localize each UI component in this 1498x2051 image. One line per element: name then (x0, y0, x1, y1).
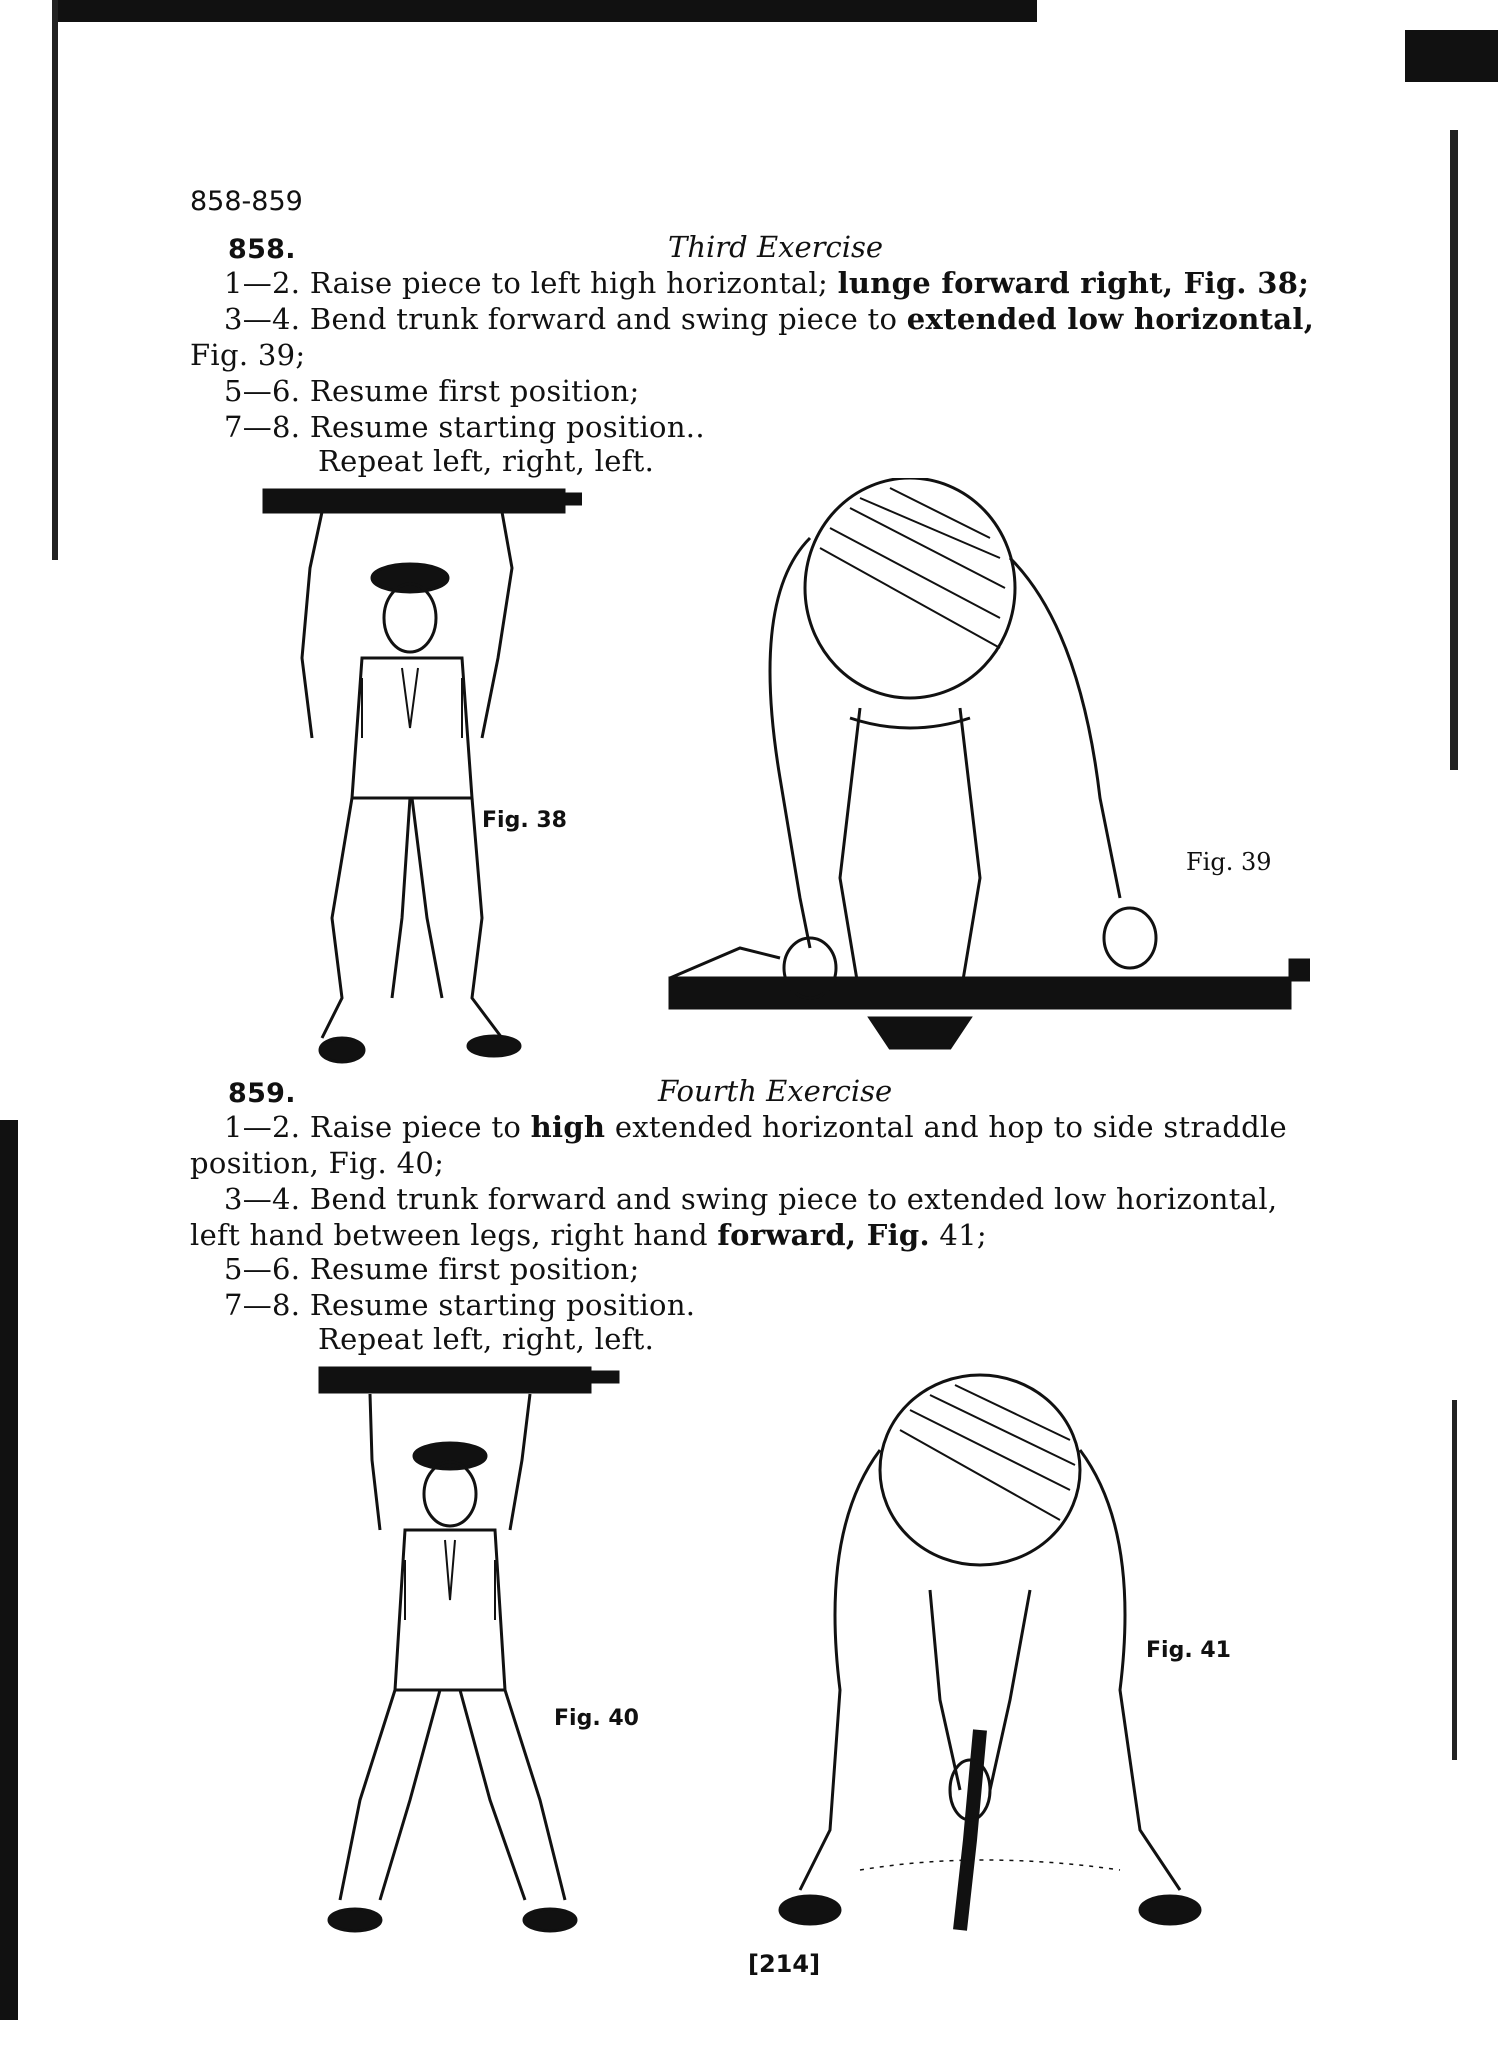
text-line: Fig. 39; (190, 338, 306, 372)
scan-border-left-bottom (0, 1120, 18, 2020)
section-title-859: Fourth Exercise (658, 1074, 893, 1108)
section-title-858: Third Exercise (668, 230, 884, 264)
scan-border-top (52, 0, 1037, 22)
figure-38-caption: Fig. 38 (482, 808, 567, 833)
text-line: left hand between legs, right hand forward, Fig. 41; (190, 1218, 987, 1252)
text-line: 5—6. Resume first position; (224, 374, 640, 408)
section-number-858: 858. (228, 234, 296, 265)
text-line: Repeat left, right, left. (318, 1322, 655, 1356)
section-number-859: 859. (228, 1078, 296, 1109)
text-line: 7—8. Resume starting position.. (224, 410, 705, 444)
figure-40-illustration (300, 1360, 630, 1940)
page-number-footer: [214] (748, 1950, 821, 1978)
text-line: 1—2. Raise piece to high extended horizontal and hop to side straddle (224, 1110, 1288, 1144)
text-line: Repeat left, right, left. (318, 444, 655, 478)
figure-39-caption: Fig. 39 (1186, 848, 1272, 876)
scan-right-tab (1405, 30, 1498, 82)
figure-39-illustration (660, 478, 1310, 1078)
text-line: 7—8. Resume starting position. (224, 1288, 696, 1322)
page-reference: 858-859 (190, 186, 303, 217)
figure-41-caption: Fig. 41 (1146, 1638, 1231, 1663)
text-line: 3—4. Bend trunk forward and swing piece to extended low horizontal, (224, 1182, 1278, 1216)
figure-40-caption: Fig. 40 (554, 1706, 639, 1731)
figure-38-illustration (262, 478, 582, 1078)
text-line: 1—2. Raise piece to left high horizontal; lunge forward right, Fig. 38; (224, 266, 1310, 300)
text-line: 5—6. Resume first position; (224, 1252, 640, 1286)
text-line: position, Fig. 40; (190, 1146, 445, 1180)
scan-border-left (52, 0, 58, 560)
scan-border-right (1450, 130, 1458, 770)
scan-border-right-lower (1452, 1400, 1457, 1760)
text-line: 3—4. Bend trunk forward and swing piece to extended low horizontal, (224, 302, 1315, 336)
